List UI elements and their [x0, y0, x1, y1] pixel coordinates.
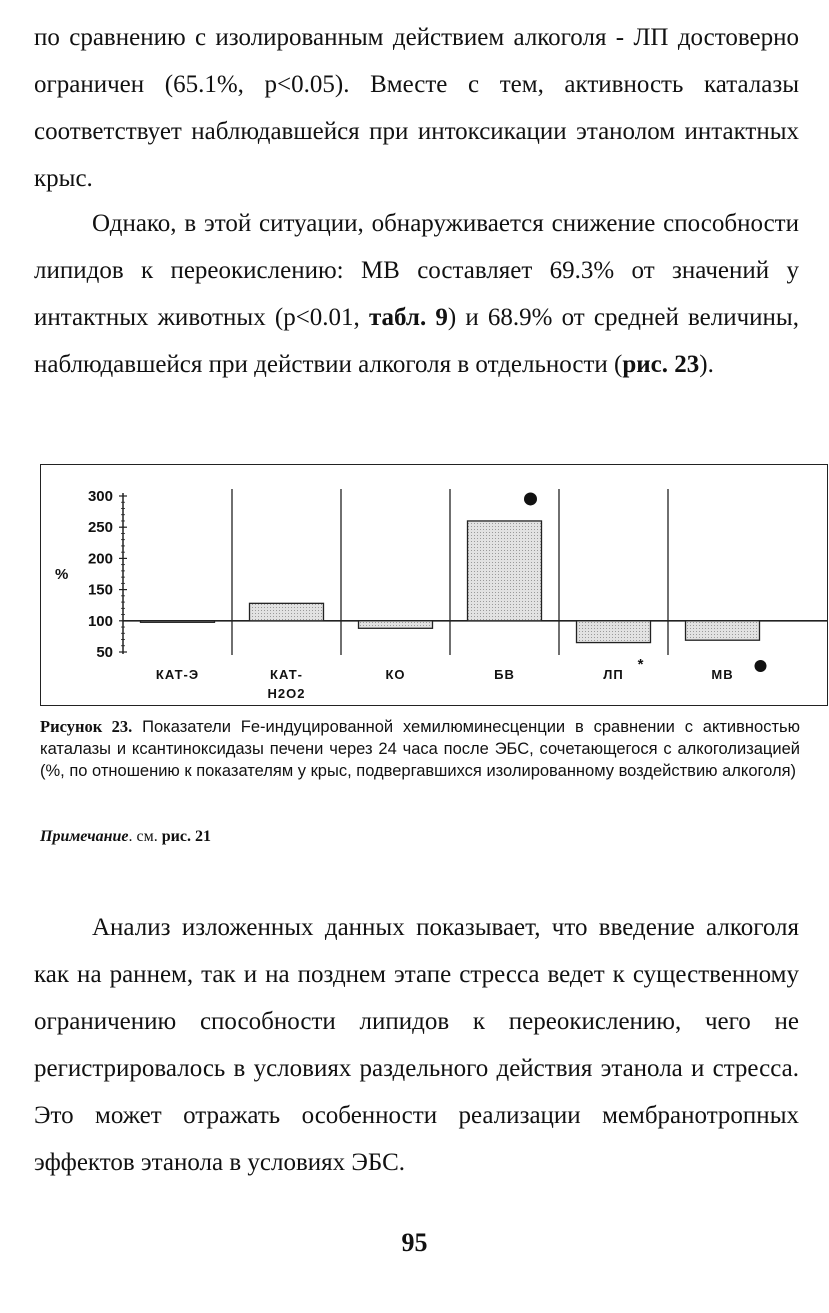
y-tick-label: 150 — [87, 581, 113, 599]
paragraph-1: по сравнению с изолированным действием алкоголя - ЛП достоверно ограничен (65.1%, p<0.05). Вместе с тем, активность каталазы соответствует наблюдавшейся при интоксикации этанолом интактных крыс. — [34, 24, 799, 192]
y-tick-label: 300 — [87, 488, 113, 505]
note-text: . см. — [128, 828, 162, 845]
paragraph-2 — [34, 200, 799, 388]
category-label: КО — [385, 667, 406, 682]
bar-chart — [41, 465, 829, 707]
significance-dot-marker — [524, 492, 537, 505]
category-label: ЛП — [603, 667, 624, 682]
figure-note — [40, 828, 211, 846]
table-reference: табл. 9 — [368, 304, 448, 331]
y-tick-label: 250 — [87, 519, 113, 537]
y-tick-label: 100 — [87, 612, 113, 630]
figure-reference: рис. 23 — [622, 351, 700, 378]
y-tick-label: 50 — [96, 644, 113, 661]
category-label: Н2О2 — [267, 686, 306, 701]
bar-ЛП — [577, 621, 651, 643]
significance-asterisk-marker: * — [637, 656, 644, 673]
bar-БВ — [468, 521, 542, 621]
figure-23-chart — [40, 464, 828, 706]
paragraph-3-text: Анализ изложенных данных показывает, что введение алкоголя как на раннем, так и на позднем этапе стресса ведет к существенному ограничению способности липидов к переокислению, чего не регистрировалось в условиях раздельного действия этанола и стресса. Это может отражать особенности реализации мембранотропных эффектов этанола в условиях ЭБС. — [34, 914, 799, 1176]
note-label: Примечание — [40, 828, 129, 845]
paragraph-2-text-b: ) и 68.9% от средней величины, наблюдавшейся при действии алкоголя в отдельности ( — [34, 304, 799, 378]
page-number: 95 — [401, 1228, 428, 1257]
bar-КО — [359, 621, 433, 628]
caption-label: Рисунок 23. — [40, 717, 133, 736]
paragraph-2-text-c: ). — [699, 351, 714, 378]
figure-caption — [40, 716, 800, 782]
paragraph-3 — [34, 904, 799, 1186]
bar-КАТ-Н2О2 — [250, 603, 324, 620]
significance-dot-marker — [755, 660, 767, 672]
paragraph-2-text-a: Однако, в этой ситуации, обнаруживается снижение способности липидов к переокислению: МВ составляет 69.3% от значений у интактных животных (p<0.01, — [34, 210, 799, 331]
category-label: МВ — [711, 667, 734, 682]
category-label: БВ — [494, 667, 515, 682]
y-tick-label: 200 — [87, 550, 113, 568]
note-reference: рис. 21 — [161, 828, 211, 845]
category-label: КАТ-Э — [155, 667, 200, 682]
caption-text: Показатели Fe-индуцированной хемилюминесценции в сравнении с активностью каталазы и ксантиноксидазы печени через 24 часа после ЭБС, сочетающегося с алкоголизацией (%, по отношению к показателям у крыс, подвергавшихся изолированному воздействию алкоголя) — [40, 718, 800, 780]
bar-КАТ-Э — [141, 621, 215, 623]
category-label: КАТ- — [270, 667, 303, 682]
bar-МВ — [686, 621, 760, 640]
y-axis-label: % — [55, 566, 69, 583]
